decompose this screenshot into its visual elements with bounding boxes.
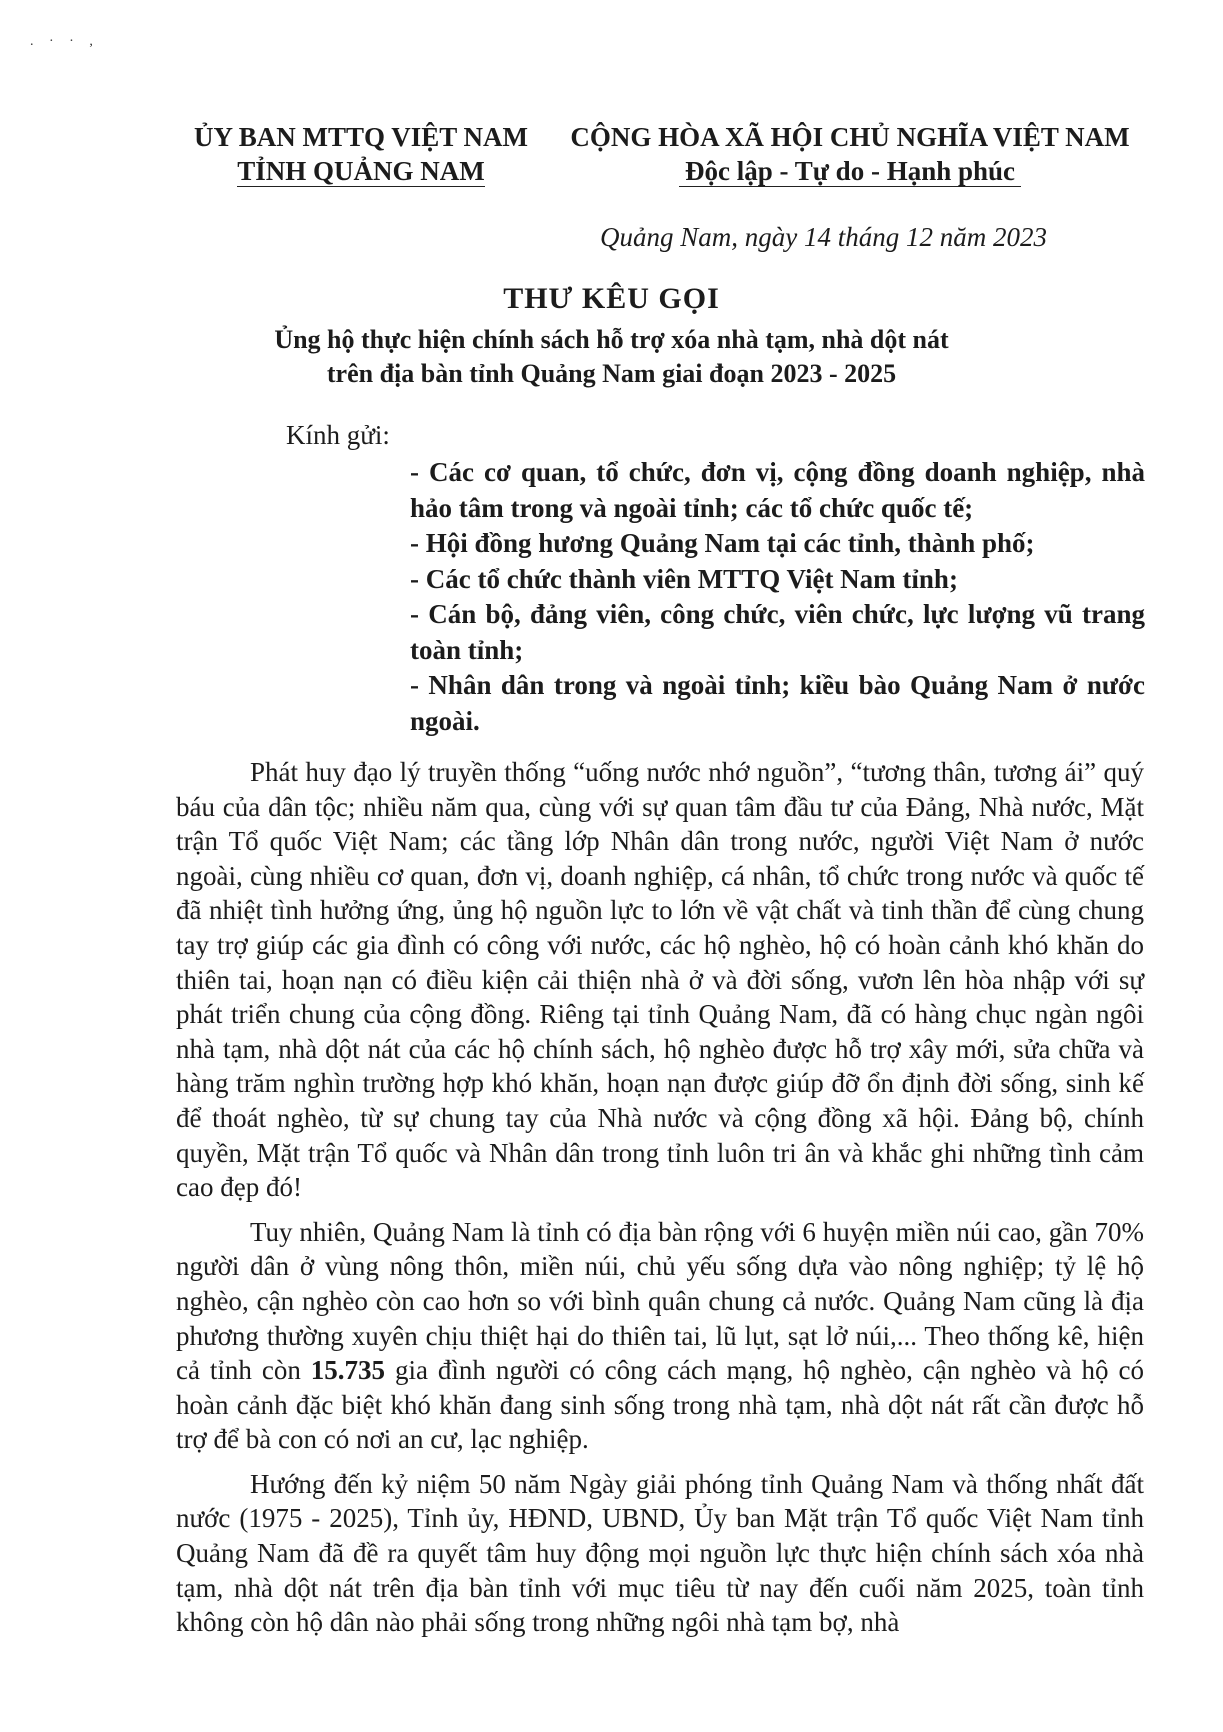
paragraph-3: Hướng đến kỷ niệm 50 năm Ngày giải phóng tỉnh Quảng Nam và thống nhất đất nước (1975 - 2025), Tỉnh ủy, HĐND, UBND, Ủy ban Mặt trận Tổ quốc Việt Nam tỉnh Quảng Nam đã đề ra quyết tâm huy động mọi nguồn lực thực hiện chính sách xóa nhà tạm, nhà dột nát trên địa bàn tỉnh với mục tiêu từ nay đến cuối năm 2025, toàn tỉnh không còn hộ dân nào phải sống trong những ngôi nhà tạm bợ, nhà: [176, 1468, 1144, 1638]
recipient-item: - Nhân dân trong và ngoài tỉnh; kiều bào Quảng Nam ở nước ngoài.: [410, 670, 1145, 736]
national-motto: [560, 120, 1140, 188]
paragraph-2-part-1: Tuy nhiên, Quảng Nam là tỉnh có địa bàn rộng với 6 huyện miền núi cao, gần 70% người dân ở vùng nông thôn, miền núi, chủ yếu sống dựa vào nông nghiệp; tỷ lệ hộ nghèo, cận nghèo còn cao hơn so với bình quân chung cả nước. Quảng Nam cũng là địa phương thường xuyên chịu thiệt hại do thiên tai, lũ lụt, sạt lở núi,... Theo thống kê, hiện cả tỉnh còn: [176, 1216, 1144, 1386]
agency-name: ỦY BAN MTTQ VIỆT NAM: [193, 122, 529, 152]
paragraph-1: Phát huy đạo lý truyền thống “uống nước nhớ nguồn”, “tương thân, tương ái” quý báu của dân tộc; nhiều năm qua, cùng với sự quan tâm đầu tư của Đảng, Nhà nước, Mặt trận Tổ quốc Việt Nam; các tầng lớp Nhân dân trong nước, người Việt Nam ở nước ngoài, cùng nhiều cơ quan, đơn vị, doanh nghiệp, cá nhân, tổ chức trong nước và quốc tế đã nhiệt tình hưởng ứng, ủng hộ nguồn lực to lớn về vật chất và tinh thần để cùng chung tay trợ giúp các gia đình có công với nước, các hộ nghèo, hộ có hoàn cảnh khó khăn do thiên tai, hoạn nạn có điều kiện cải thiện nhà ở và đời sống, vươn lên hòa nhập với sự phát triển chung của cộng đồng. Riêng tại tỉnh Quảng Nam, đã có hàng chục ngàn ngôi nhà tạm, nhà dột nát của các hộ chính sách, hộ nghèo được hỗ trợ xây mới, sửa chữa và hàng trăm nghìn trường hợp khó khăn, hoạn nạn được giúp đỡ ổn định đời sống, sinh kế để thoát nghèo, từ sự chung tay của Nhà nước và cộng đồng xã hội. Đảng bộ, chính quyền, Mặt trận Tổ quốc và Nhân dân trong tỉnh luôn tri ân và khắc ghi những tình cảm cao đẹp đó!: [176, 757, 1144, 1203]
recipient-item: - Các tổ chức thành viên MTTQ Việt Nam tỉnh;: [410, 563, 958, 594]
motto: Độc lập - Tự do - Hạnh phúc: [679, 156, 1021, 187]
subtitle-line-2: trên địa bàn tỉnh Quảng Nam giai đoạn 2023 - 2025: [326, 359, 897, 388]
document-title: THƯ KÊU GỌI: [503, 282, 720, 315]
scan-artifact-dots: . · · ,: [30, 34, 99, 49]
paragraph-2-part-2: gia đình người có công cách mạng, hộ nghèo, cận nghèo và hộ có hoàn cảnh đặc biệt khó khăn đang sinh sống trong nhà tạm, nhà dột nát rất cần được hỗ trợ để bà con có nơi an cư, lạc nghiệp.: [176, 1355, 1144, 1455]
country-name: CỘNG HÒA XÃ HỘI CHỦ NGHĨA VIỆT NAM: [570, 122, 1130, 152]
recipient-item: - Các cơ quan, tổ chức, đơn vị, cộng đồng doanh nghiệp, nhà hảo tâm trong và ngoài tỉnh; các tổ chức quốc tế;: [410, 457, 1145, 523]
recipient-item: - Cán bộ, đảng viên, công chức, viên chức, lực lượng vũ trang toàn tỉnh;: [410, 599, 1145, 665]
paragraph-2: [176, 1215, 1144, 1457]
recipient-item: - Hội đồng hương Quảng Nam tại các tỉnh, thành phố;: [410, 528, 1035, 558]
recipient-list: [410, 455, 1145, 739]
issuing-agency: [186, 120, 536, 188]
agency-province: TỈNH QUẢNG NAM: [237, 156, 485, 186]
household-count: 15.735: [310, 1355, 386, 1386]
document-subtitle: [0, 323, 1223, 391]
letter-body: [176, 755, 1144, 1650]
document-date: Quảng Nam, ngày 14 tháng 12 năm 2023: [600, 222, 1047, 252]
subtitle-line-1: Ủng hộ thực hiện chính sách hỗ trợ xóa nhà tạm, nhà dột nát: [274, 325, 949, 354]
salutation: Kính gửi:: [286, 420, 390, 450]
